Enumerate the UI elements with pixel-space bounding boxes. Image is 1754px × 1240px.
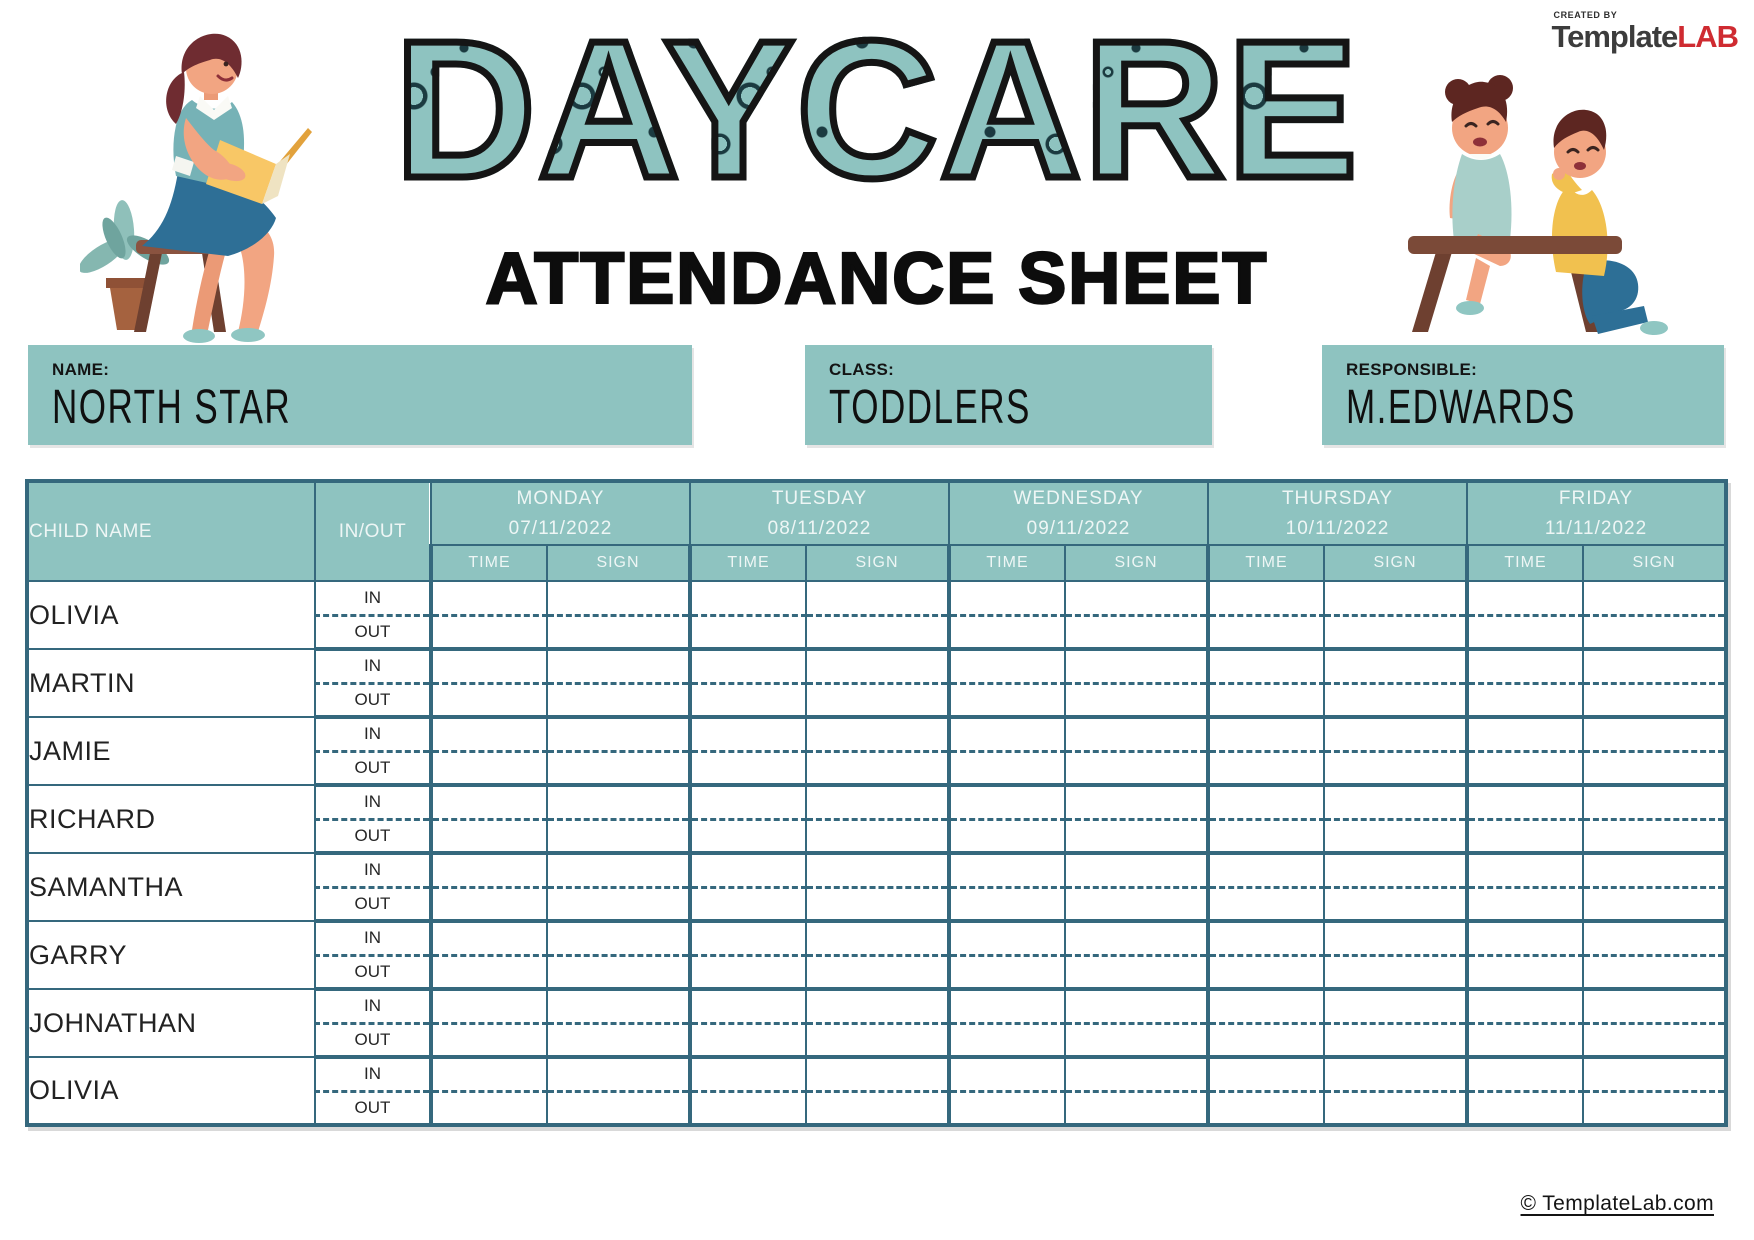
sign-cell[interactable] — [1583, 1091, 1726, 1125]
sign-cell[interactable] — [547, 785, 690, 819]
sign-cell[interactable] — [547, 989, 690, 1023]
sign-cell[interactable] — [1065, 1023, 1208, 1057]
sign-cell[interactable] — [1065, 989, 1208, 1023]
time-cell[interactable] — [690, 751, 806, 785]
time-cell[interactable] — [1467, 785, 1583, 819]
sign-cell[interactable] — [1583, 1057, 1726, 1091]
time-cell[interactable] — [690, 955, 806, 989]
sign-cell[interactable] — [1324, 819, 1467, 853]
child-row-in — [27, 649, 1726, 683]
sign-cell[interactable] — [1065, 1091, 1208, 1125]
time-cell[interactable] — [690, 581, 806, 615]
time-cell[interactable] — [431, 853, 547, 887]
time-cell[interactable] — [431, 1023, 547, 1057]
sign-cell[interactable] — [1065, 785, 1208, 819]
time-cell[interactable] — [431, 1057, 547, 1091]
child-name-header: CHILD NAME — [27, 481, 315, 581]
time-cell[interactable] — [431, 887, 547, 921]
child-name-cell: RICHARD — [27, 785, 315, 853]
child-row-in — [27, 1057, 1726, 1091]
day-header-tuesday — [690, 481, 949, 545]
time-cell[interactable] — [431, 615, 547, 649]
templatelab-logo — [1551, 10, 1738, 52]
in-label-cell: IN — [315, 1057, 431, 1091]
time-cell[interactable] — [1208, 717, 1324, 751]
child-row-in — [27, 717, 1726, 751]
time-cell[interactable] — [949, 785, 1065, 819]
sign-cell[interactable] — [547, 751, 690, 785]
time-cell[interactable] — [1467, 1091, 1583, 1125]
child-row-in — [27, 581, 1726, 615]
time-cell[interactable] — [431, 649, 547, 683]
time-cell[interactable] — [949, 989, 1065, 1023]
sign-column-header: SIGN — [806, 545, 949, 581]
time-cell[interactable] — [1208, 1023, 1324, 1057]
sign-cell[interactable] — [1583, 853, 1726, 887]
sign-cell[interactable] — [806, 955, 949, 989]
time-column-header: TIME — [1208, 545, 1324, 581]
time-cell[interactable] — [1208, 819, 1324, 853]
sign-cell[interactable] — [1583, 819, 1726, 853]
time-cell[interactable] — [1208, 887, 1324, 921]
time-cell[interactable] — [431, 989, 547, 1023]
sign-cell[interactable] — [1583, 955, 1726, 989]
sign-cell[interactable] — [806, 819, 949, 853]
name-box — [28, 345, 692, 445]
time-cell[interactable] — [949, 615, 1065, 649]
created-by-label: CREATED BY — [1553, 10, 1618, 20]
time-cell[interactable] — [949, 1091, 1065, 1125]
time-cell[interactable] — [949, 1057, 1065, 1091]
out-label-cell: OUT — [315, 819, 431, 853]
kids-illustration — [1392, 66, 1694, 340]
sign-cell[interactable] — [547, 649, 690, 683]
out-label-cell: OUT — [315, 751, 431, 785]
day-name-label: THURSDAY — [1281, 488, 1394, 509]
time-column-header: TIME — [1467, 545, 1583, 581]
time-cell[interactable] — [1467, 989, 1583, 1023]
in-label-cell: IN — [315, 853, 431, 887]
time-cell[interactable] — [1208, 1091, 1324, 1125]
sign-cell[interactable] — [1065, 649, 1208, 683]
sign-cell[interactable] — [1065, 683, 1208, 717]
day-name-label: MONDAY — [516, 488, 605, 509]
time-cell[interactable] — [431, 683, 547, 717]
sign-cell[interactable] — [1324, 853, 1467, 887]
time-cell[interactable] — [1208, 649, 1324, 683]
class-label: CLASS: — [829, 360, 895, 379]
time-cell[interactable] — [1208, 921, 1324, 955]
time-cell[interactable] — [1208, 581, 1324, 615]
sign-cell[interactable] — [547, 717, 690, 751]
footer-credit-link[interactable]: © TemplateLab.com — [1520, 1192, 1714, 1215]
sign-cell[interactable] — [547, 955, 690, 989]
time-cell[interactable] — [690, 717, 806, 751]
time-cell[interactable] — [1467, 1057, 1583, 1091]
sign-cell[interactable] — [1324, 581, 1467, 615]
out-label-cell: OUT — [315, 683, 431, 717]
time-cell[interactable] — [690, 989, 806, 1023]
day-date-label: 09/11/2022 — [1026, 518, 1131, 539]
time-cell[interactable] — [949, 887, 1065, 921]
out-label-cell: OUT — [315, 615, 431, 649]
child-row-in — [27, 853, 1726, 887]
sign-cell[interactable] — [1583, 887, 1726, 921]
time-cell[interactable] — [949, 717, 1065, 751]
out-label-cell: OUT — [315, 887, 431, 921]
child-row-in — [27, 921, 1726, 955]
time-column-header: TIME — [949, 545, 1065, 581]
sign-cell[interactable] — [1324, 649, 1467, 683]
time-cell[interactable] — [1208, 853, 1324, 887]
table-body — [27, 581, 1726, 1125]
in-label-cell: IN — [315, 717, 431, 751]
sign-cell[interactable] — [1324, 1091, 1467, 1125]
child-name-cell: GARRY — [27, 921, 315, 989]
time-cell[interactable] — [1208, 955, 1324, 989]
sign-cell[interactable] — [1065, 581, 1208, 615]
time-cell[interactable] — [1467, 581, 1583, 615]
time-cell[interactable] — [949, 819, 1065, 853]
day-date-label: 07/11/2022 — [508, 518, 613, 539]
sign-cell[interactable] — [547, 581, 690, 615]
sign-cell[interactable] — [1324, 1023, 1467, 1057]
time-cell[interactable] — [949, 1023, 1065, 1057]
logo-template-text: Template — [1551, 19, 1678, 54]
sign-cell[interactable] — [1583, 1023, 1726, 1057]
time-cell[interactable] — [949, 853, 1065, 887]
sign-cell[interactable] — [547, 615, 690, 649]
out-label-cell: OUT — [315, 1091, 431, 1125]
class-value: TODDLERS — [829, 381, 1031, 434]
day-date-label: 10/11/2022 — [1285, 518, 1390, 539]
sign-cell[interactable] — [1324, 751, 1467, 785]
time-cell[interactable] — [1467, 615, 1583, 649]
boy-figure — [1552, 110, 1668, 335]
responsible-value: M.EDWARDS — [1346, 381, 1576, 434]
sign-cell[interactable] — [806, 1091, 949, 1125]
sign-cell[interactable] — [1324, 683, 1467, 717]
responsible-box — [1322, 345, 1724, 445]
sign-cell[interactable] — [1065, 819, 1208, 853]
out-label-cell: OUT — [315, 955, 431, 989]
daycare-title: DAYCARE — [0, 12, 1754, 208]
sign-cell[interactable] — [806, 717, 949, 751]
time-cell[interactable] — [690, 819, 806, 853]
in-label-cell: IN — [315, 785, 431, 819]
sign-cell[interactable] — [806, 989, 949, 1023]
sign-cell[interactable] — [1324, 955, 1467, 989]
sign-cell[interactable] — [547, 887, 690, 921]
in-label-cell: IN — [315, 649, 431, 683]
time-cell[interactable] — [690, 615, 806, 649]
time-cell[interactable] — [949, 649, 1065, 683]
sign-cell[interactable] — [1583, 751, 1726, 785]
sign-cell[interactable] — [1065, 717, 1208, 751]
responsible-label: RESPONSIBLE: — [1346, 360, 1478, 379]
time-cell[interactable] — [690, 683, 806, 717]
time-cell[interactable] — [1467, 649, 1583, 683]
day-name-label: WEDNESDAY — [1013, 488, 1144, 509]
day-name-label: TUESDAY — [771, 488, 868, 509]
sign-cell[interactable] — [806, 1023, 949, 1057]
time-cell[interactable] — [690, 1091, 806, 1125]
sign-cell[interactable] — [547, 1091, 690, 1125]
child-row-in — [27, 785, 1726, 819]
time-cell[interactable] — [431, 581, 547, 615]
name-value: NORTH STAR — [52, 381, 292, 434]
sign-cell[interactable] — [1324, 1057, 1467, 1091]
sign-column-header: SIGN — [1583, 545, 1726, 581]
time-cell[interactable] — [1467, 887, 1583, 921]
out-label-cell: OUT — [315, 1023, 431, 1057]
sign-cell[interactable] — [1583, 921, 1726, 955]
sign-cell[interactable] — [806, 751, 949, 785]
child-row-in — [27, 989, 1726, 1023]
time-cell[interactable] — [431, 955, 547, 989]
time-cell[interactable] — [431, 717, 547, 751]
child-name-cell: OLIVIA — [27, 1057, 315, 1125]
day-name-label: FRIDAY — [1558, 488, 1634, 509]
sign-cell[interactable] — [806, 921, 949, 955]
time-cell[interactable] — [1208, 615, 1324, 649]
time-cell[interactable] — [949, 751, 1065, 785]
sign-cell[interactable] — [806, 887, 949, 921]
sign-cell[interactable] — [1065, 921, 1208, 955]
time-cell[interactable] — [690, 853, 806, 887]
attendance-table — [25, 479, 1728, 1127]
name-label: NAME: — [52, 360, 110, 379]
time-cell[interactable] — [1467, 955, 1583, 989]
child-name-cell: OLIVIA — [27, 581, 315, 649]
sign-cell[interactable] — [806, 785, 949, 819]
sign-cell[interactable] — [806, 581, 949, 615]
in-label-cell: IN — [315, 921, 431, 955]
class-box — [805, 345, 1212, 445]
sign-cell[interactable] — [1324, 921, 1467, 955]
sign-cell[interactable] — [1324, 785, 1467, 819]
time-cell[interactable] — [690, 785, 806, 819]
sign-cell[interactable] — [1324, 989, 1467, 1023]
time-cell[interactable] — [690, 649, 806, 683]
time-cell[interactable] — [690, 887, 806, 921]
templatelab-wordmark — [1551, 21, 1738, 52]
header-row-days — [27, 481, 1726, 545]
in-label-cell: IN — [315, 581, 431, 615]
time-cell[interactable] — [431, 921, 547, 955]
child-name-cell: JAMIE — [27, 717, 315, 785]
sign-cell[interactable] — [806, 1057, 949, 1091]
sign-cell[interactable] — [1065, 887, 1208, 921]
time-cell[interactable] — [1208, 683, 1324, 717]
child-name-cell: SAMANTHA — [27, 853, 315, 921]
attendance-sheet-subtitle: ATTENDANCE SHEET — [485, 239, 1269, 319]
time-cell[interactable] — [1467, 717, 1583, 751]
sign-cell[interactable] — [806, 853, 949, 887]
sign-cell[interactable] — [1583, 581, 1726, 615]
sign-column-header: SIGN — [1324, 545, 1467, 581]
time-cell[interactable] — [949, 581, 1065, 615]
day-date-label: 08/11/2022 — [767, 518, 872, 539]
sign-cell[interactable] — [1583, 989, 1726, 1023]
in-label-cell: IN — [315, 989, 431, 1023]
day-header-friday — [1467, 481, 1726, 545]
table-head — [27, 481, 1726, 581]
time-cell[interactable] — [1467, 921, 1583, 955]
time-column-header: TIME — [431, 545, 547, 581]
time-cell[interactable] — [1467, 683, 1583, 717]
time-cell[interactable] — [690, 1057, 806, 1091]
time-cell[interactable] — [690, 921, 806, 955]
sign-cell[interactable] — [1065, 1057, 1208, 1091]
bench-seat — [1408, 236, 1622, 254]
time-cell[interactable] — [1208, 989, 1324, 1023]
child-name-cell: MARTIN — [27, 649, 315, 717]
day-header-monday — [431, 481, 690, 545]
sign-cell[interactable] — [1583, 785, 1726, 819]
time-cell[interactable] — [949, 921, 1065, 955]
time-cell[interactable] — [949, 955, 1065, 989]
time-cell[interactable] — [431, 1091, 547, 1125]
sign-cell[interactable] — [547, 819, 690, 853]
day-header-wednesday — [949, 481, 1208, 545]
sign-cell[interactable] — [1583, 615, 1726, 649]
sign-column-header: SIGN — [547, 545, 690, 581]
time-cell[interactable] — [1467, 853, 1583, 887]
in-out-header: IN/OUT — [315, 481, 431, 581]
time-cell[interactable] — [431, 785, 547, 819]
logo-lab-text: LAB — [1677, 19, 1738, 54]
sign-cell[interactable] — [547, 921, 690, 955]
sign-cell[interactable] — [547, 853, 690, 887]
day-header-thursday — [1208, 481, 1467, 545]
sign-cell[interactable] — [1065, 615, 1208, 649]
time-cell[interactable] — [1467, 751, 1583, 785]
time-cell[interactable] — [1208, 751, 1324, 785]
time-cell[interactable] — [1467, 1023, 1583, 1057]
sign-cell[interactable] — [1324, 717, 1467, 751]
sign-cell[interactable] — [547, 683, 690, 717]
sign-cell[interactable] — [1324, 887, 1467, 921]
sign-cell[interactable] — [806, 649, 949, 683]
day-date-label: 11/11/2022 — [1544, 518, 1648, 539]
time-cell[interactable] — [431, 819, 547, 853]
girl-figure — [1445, 75, 1513, 315]
time-cell[interactable] — [949, 683, 1065, 717]
sign-cell[interactable] — [806, 683, 949, 717]
sign-cell[interactable] — [1065, 751, 1208, 785]
time-column-header: TIME — [690, 545, 806, 581]
child-name-cell: JOHNATHAN — [27, 989, 315, 1057]
time-cell[interactable] — [1208, 1057, 1324, 1091]
sign-cell[interactable] — [547, 1023, 690, 1057]
sign-column-header: SIGN — [1065, 545, 1208, 581]
sign-cell[interactable] — [1065, 853, 1208, 887]
time-cell[interactable] — [1467, 819, 1583, 853]
sign-cell[interactable] — [806, 615, 949, 649]
sign-cell[interactable] — [1583, 683, 1726, 717]
sign-cell[interactable] — [547, 1057, 690, 1091]
sign-cell[interactable] — [1065, 955, 1208, 989]
sign-cell[interactable] — [1583, 717, 1726, 751]
time-cell[interactable] — [1208, 785, 1324, 819]
time-cell[interactable] — [690, 1023, 806, 1057]
sign-cell[interactable] — [1324, 615, 1467, 649]
sign-cell[interactable] — [1583, 649, 1726, 683]
time-cell[interactable] — [431, 751, 547, 785]
